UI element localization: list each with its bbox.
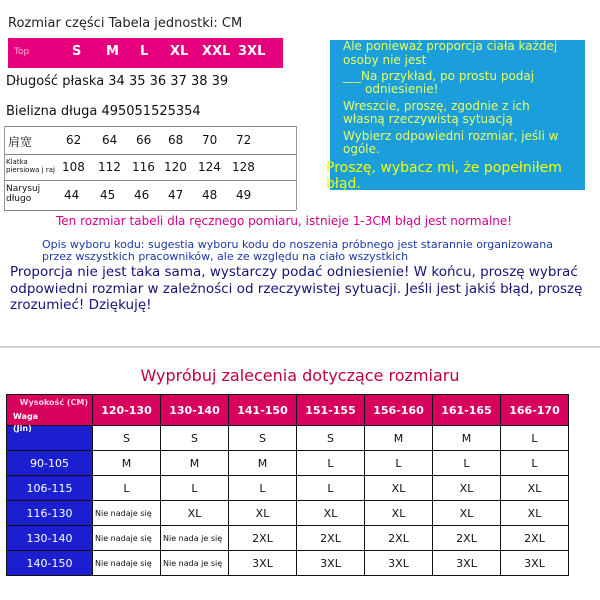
cell-value: 112	[98, 160, 121, 174]
size-cell	[161, 551, 229, 576]
size-cell: 3XL	[365, 551, 433, 576]
table-line	[4, 180, 296, 181]
size-cell: XL	[501, 476, 569, 501]
note-line: ogóle.	[343, 142, 380, 156]
cell-value: 116	[132, 160, 155, 174]
size-cell: XL	[433, 501, 501, 526]
weight-cell: 106-115	[7, 476, 93, 501]
table-header-row	[7, 395, 569, 426]
size-cell: M	[229, 451, 297, 476]
size-recommendation-table	[6, 394, 569, 576]
header-size-m: M	[106, 44, 119, 59]
table-line	[4, 126, 296, 127]
size-cell: L	[161, 476, 229, 501]
size-cell: S	[161, 426, 229, 451]
recommendation-title: Wypróbuj zalecenia dotyczące rozmiaru	[140, 366, 460, 385]
cell-value: 45	[100, 188, 116, 202]
size-cell: XL	[229, 501, 297, 526]
height-col-header: 161-165	[433, 395, 501, 426]
size-cell: XL	[161, 501, 229, 526]
size-cell: 2XL	[229, 526, 297, 551]
size-cell: 2XL	[433, 526, 501, 551]
header-size-xl: XL	[170, 44, 189, 59]
note-line: Wreszcie, proszę, zgodnie z ich	[343, 99, 530, 113]
size-cell: M	[161, 451, 229, 476]
size-cell: 3XL	[297, 551, 365, 576]
cell-value: 108	[62, 160, 85, 174]
height-col-header: 130-140	[161, 395, 229, 426]
cell-value: 72	[236, 133, 252, 147]
height-col-header: 151-155	[297, 395, 365, 426]
not-suitable-label: Nie nadaje się	[95, 508, 152, 518]
cell-value: 66	[136, 133, 152, 147]
apology-note	[326, 160, 562, 192]
not-suitable-label: Nie nada je się	[163, 533, 223, 543]
size-cell: L	[297, 476, 365, 501]
weight-cell: 130-140	[7, 526, 93, 551]
note-line: ___Na przykład, po prostu podaj	[343, 69, 535, 83]
size-cell: 2XL	[501, 526, 569, 551]
size-selection-note: Opis wyboru kodu: sugestia wyboru kodu do noszenia próbnego jest starannie organizowana	[42, 238, 553, 251]
measurement-error-note: Ten rozmiar tabeli dla ręcznego pomiaru, istnieje 1-3CM błąd jest normalne!	[56, 214, 513, 228]
cell-value: 49	[236, 188, 252, 202]
header-size-3xl: 3XL	[238, 44, 266, 59]
cell-value: 68	[168, 133, 184, 147]
size-header-bar	[8, 38, 283, 68]
proportion-note: Proporcja nie jest taka sama, wystarczy podać odniesienie! W końcu, proszę wybrać	[10, 264, 578, 280]
size-cell: XL	[365, 501, 433, 526]
apology-line: błąd.	[326, 176, 361, 192]
size-cell: S	[229, 426, 297, 451]
size-cell: XL	[365, 476, 433, 501]
table-border-right	[296, 126, 297, 210]
cell-value: 48	[202, 188, 218, 202]
section-divider	[0, 346, 600, 348]
not-suitable-label: Nie nadaje się	[95, 558, 152, 568]
size-cell: M	[365, 426, 433, 451]
note-line: osoby nie jest	[343, 53, 427, 67]
header-size-xxl: XXL	[202, 44, 231, 59]
size-cell: XL	[433, 476, 501, 501]
size-cell: L	[297, 451, 365, 476]
size-cell: XL	[501, 501, 569, 526]
size-cell	[161, 526, 229, 551]
cell-value: 44	[64, 188, 80, 202]
size-cell: S	[297, 426, 365, 451]
table-corner-cell	[7, 395, 93, 433]
note-line: odniesienie!	[365, 82, 439, 96]
size-cell	[93, 526, 161, 551]
cell-value: 64	[102, 133, 118, 147]
cell-value: 46	[134, 188, 150, 202]
weight-unit: (Jin)	[13, 424, 32, 433]
size-cell: 3XL	[433, 551, 501, 576]
header-size-l: L	[140, 44, 149, 59]
weight-cell: 90-105	[7, 451, 93, 476]
size-cell: 2XL	[365, 526, 433, 551]
size-cell: 3XL	[229, 551, 297, 576]
table-row	[7, 551, 569, 576]
height-col-header: 141-150	[229, 395, 297, 426]
row-length-flat: Długość płaska 34 35 36 37 38 39	[6, 74, 229, 89]
header-size-s: S	[72, 44, 82, 59]
table-row	[7, 451, 569, 476]
size-cell: L	[229, 476, 297, 501]
row-label-length: Narysuj długo	[6, 184, 41, 204]
weight-label: Waga	[13, 412, 39, 421]
size-cell	[93, 551, 161, 576]
cell-value: 120	[164, 160, 187, 174]
size-cell: L	[365, 451, 433, 476]
cell-value: 124	[198, 160, 221, 174]
proportion-note: odpowiedni rozmiar w zależności od rzeczywistej sytuacji. Jeśli jest jakiś błąd, proszę	[10, 281, 583, 297]
height-col-header: 156-160	[365, 395, 433, 426]
size-table-title: Rozmiar części Tabela jednostki: CM	[8, 16, 243, 31]
table-line	[4, 154, 296, 155]
row-label-shoulder: 肩宽	[8, 135, 33, 149]
weight-cell: 140-150	[7, 551, 93, 576]
note-line: Ale ponieważ proporcja ciała każdej	[343, 39, 558, 53]
cell-value: 47	[168, 188, 184, 202]
size-cell: M	[433, 426, 501, 451]
note-line: własną rzeczywistą sytuacją	[343, 112, 513, 126]
size-cell: 3XL	[501, 551, 569, 576]
table-row	[7, 426, 569, 451]
size-cell: L	[433, 451, 501, 476]
size-selection-note: przez wszystkich pracowników, ale ze względu na ciało wszystkich	[42, 250, 409, 263]
size-cell: M	[93, 451, 161, 476]
size-cell: L	[501, 426, 569, 451]
height-col-header: 166-170	[501, 395, 569, 426]
table-row	[7, 476, 569, 501]
size-cell: 2XL	[297, 526, 365, 551]
table-line	[4, 210, 296, 211]
apology-line: Proszę, wybacz mi, że popełniłem	[326, 160, 562, 176]
note-line: Wybierz odpowiedni rozmiar, jeśli w	[343, 129, 559, 143]
proportion-note: zrozumieć! Dziękuję!	[10, 297, 152, 313]
cell-value: 62	[66, 133, 82, 147]
height-col-header: 120-130	[93, 395, 161, 426]
size-cell	[93, 501, 161, 526]
weight-cell: 116-130	[7, 501, 93, 526]
row-label-chest: Klatka piersiowa j raj	[6, 158, 55, 174]
size-cell: L	[93, 476, 161, 501]
header-top-label: Top	[14, 47, 30, 57]
corner-height-label: Wysokość (CM)	[19, 398, 88, 407]
cell-value: 70	[202, 133, 218, 147]
row-underwear-length: Bielizna długa 495051525354	[6, 104, 201, 119]
table-row	[7, 501, 569, 526]
size-cell: XL	[297, 501, 365, 526]
size-cell: L	[501, 451, 569, 476]
cell-value: 128	[232, 160, 255, 174]
not-suitable-label: Nie nada je się	[163, 558, 223, 568]
corner-weight-label	[13, 411, 38, 435]
table-row	[7, 526, 569, 551]
not-suitable-label: Nie nadaje się	[95, 533, 152, 543]
table-border-left	[4, 126, 5, 210]
size-cell: S	[93, 426, 161, 451]
